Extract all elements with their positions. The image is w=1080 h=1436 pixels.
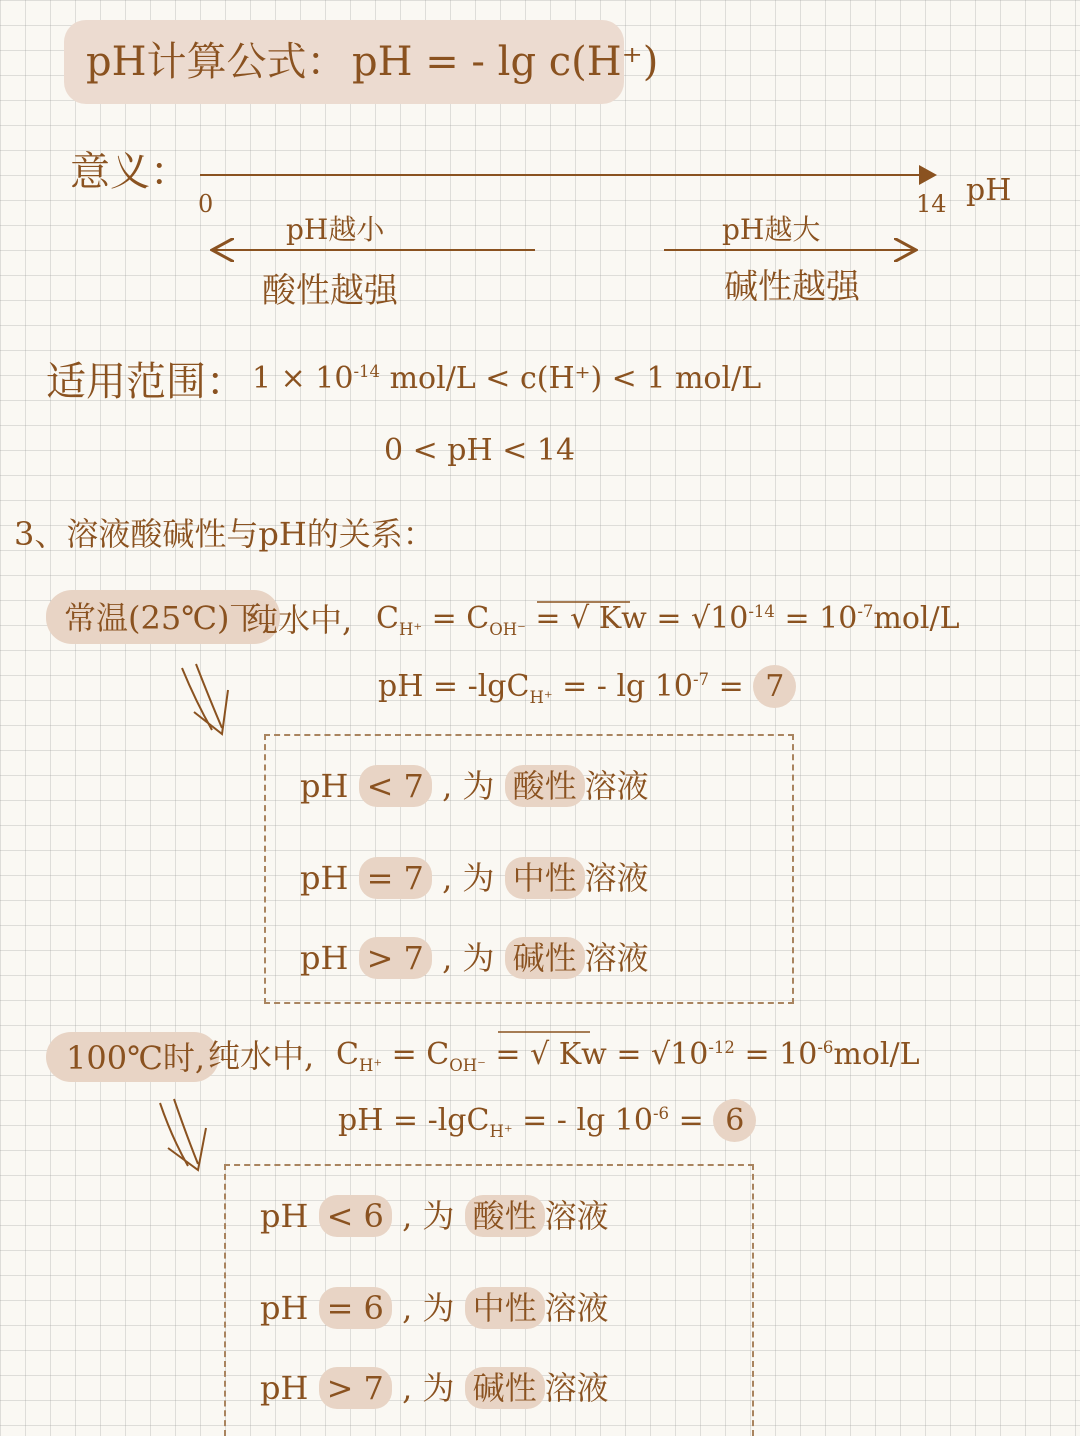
section3-title: 3、溶液酸碱性与pH的关系： [14, 515, 435, 553]
down-arrow-2 [160, 1099, 206, 1170]
case2-ph-calc: pH = -lgC$_{H^+}$ = - $\lg 10^{-6} = 6$ [338, 1106, 756, 1141]
case1-pure-water: 纯水中, [246, 601, 353, 639]
case2-concentration: $C_{H^+} = C_{OH^-}$ = √ $Kw = √10^{-12} = 10^{-6}mol/L$ [336, 1037, 920, 1075]
axis-end: 14 [916, 190, 947, 218]
case1-row-base: pH > 7 , 为 碱性 溶液 [300, 939, 649, 977]
acid-caption: 酸性越强 [262, 271, 398, 311]
case1-concentration: $C_{H^+} = C_{OH^-}$ = √ $Kw = √10^{-14} = 10^{-7}mol/L$ [376, 601, 960, 639]
meaning-label: 意义： [70, 149, 190, 195]
down-arrow-1 [182, 664, 228, 734]
scope-range: $1 \times 10^{-14}$ mol/L < c(H⁺) < 1 mol/L [252, 361, 762, 396]
case2-row-acid: pH < 6 , 为 酸性 溶液 [260, 1197, 609, 1235]
axis-unit: pH [966, 173, 1012, 208]
case2-row-neutral: pH = 6 , 为 中性 溶液 [260, 1289, 609, 1327]
case1-row-acid: pH < 7 , 为 酸性 溶液 [300, 767, 649, 805]
case2-pure-water: 纯水中, [208, 1037, 315, 1075]
case2-condition: 100℃时, [46, 1032, 219, 1082]
ph-range: 0 < pH < 14 [384, 433, 576, 468]
formula-label: pH计算公式： [86, 39, 347, 85]
formula-text: pH = - lg c(H⁺) [352, 39, 659, 85]
base-caption: 碱性越强 [724, 267, 860, 307]
scope-label: 适用范围： [46, 359, 246, 405]
case1-row-neutral: pH = 7 , 为 中性 溶液 [300, 859, 649, 897]
right-arrow-label: pH越大 [722, 213, 821, 246]
case1-ph-calc: pH = -lgC$_{H^+}$ = - $\lg 10^{-7} = 7$ [378, 672, 796, 707]
case2-row-base: pH > 7 , 为 碱性 溶液 [260, 1369, 609, 1407]
left-arrow-label: pH越小 [286, 213, 385, 246]
case1-condition: 常温(25℃)下, [46, 590, 280, 644]
case2-ph-value: 6 [713, 1099, 756, 1142]
case1-ph-value: 7 [753, 665, 796, 708]
axis-start: 0 [198, 190, 214, 218]
